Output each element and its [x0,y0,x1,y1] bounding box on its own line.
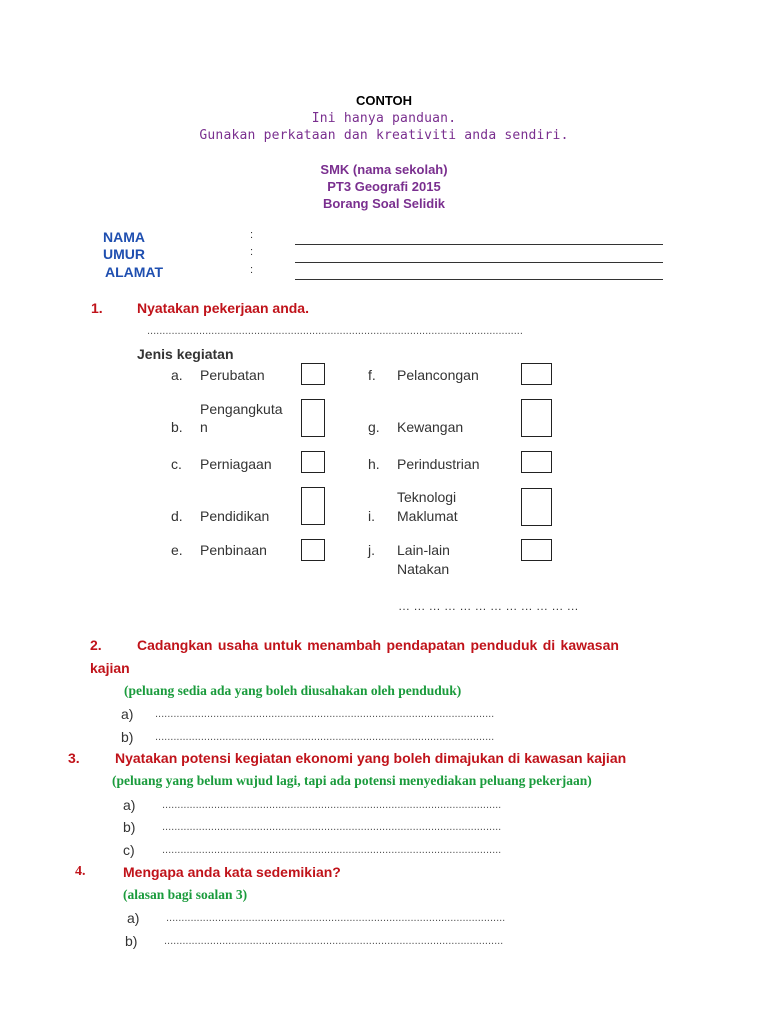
q4-answer-b-field[interactable]: ............................................................................................................... [164,935,504,947]
option-i-label-2: Maklumat [397,508,458,524]
option-e-label: Penbinaan [200,542,267,558]
option-j-label-1: Lain-lain [397,542,450,558]
q1-subheading: Jenis kegiatan [137,346,234,362]
q3-text: Nyatakan potensi kegiatan ekonomi yang boleh dimajukan di kawasan kajian [115,750,627,766]
option-g-checkbox[interactable] [521,399,552,437]
option-a-letter: a. [171,367,183,383]
q2-answer-a-letter: a) [121,706,134,722]
age-field[interactable] [295,262,663,263]
q2-hint: (peluang sedia ada yang boleh diusahakan oleh penduduk) [124,683,462,698]
option-g-label: Kewangan [397,419,464,435]
option-b-label-1: Pengangkuta [200,401,283,417]
q1-number: 1. [91,300,103,316]
option-j-letter: j. [368,542,375,558]
address-label: ALAMAT [105,264,164,280]
q3-answer-c-field[interactable]: ............................................................................................................... [162,844,502,856]
q1-answer-field[interactable]: ........................................................................................................................... [147,325,523,337]
school-name: SMK (nama sekolah) [320,162,448,177]
option-i-checkbox[interactable] [521,488,552,526]
q4-answer-a-field[interactable]: ............................................................................................................... [166,912,506,924]
option-j-label-2: Natakan [397,561,450,577]
option-i-label-1: Teknologi [397,489,457,505]
address-colon: : [250,264,254,276]
subject-name: PT3 Geografi 2015 [327,179,441,194]
q3-answer-a-field[interactable]: ............................................................................................................... [162,799,502,811]
age-colon: : [250,246,254,258]
option-j-checkbox[interactable] [521,539,552,561]
q1-text: Nyatakan pekerjaan anda. [137,300,309,316]
guide-line-2: Gunakan perkataan dan kreativiti anda sendiri. [199,128,569,143]
page-title: CONTOH [355,93,413,108]
option-a-checkbox[interactable] [301,363,325,385]
q4-number: 4. [75,864,86,879]
option-d-letter: d. [171,508,183,524]
option-c-checkbox[interactable] [301,451,325,473]
q3-hint: (peluang yang belum wujud lagi, tapi ada potensi menyediakan peluang pekerjaan) [112,773,592,788]
option-d-label: Pendidikan [200,508,270,524]
q2-number: 2. [90,637,102,653]
option-e-checkbox[interactable] [301,539,325,561]
name-field[interactable] [295,244,663,245]
q3-answer-b-field[interactable]: ............................................................................................................... [162,821,502,833]
option-j-specify-field[interactable]: … … … … … … … … … … … … [398,599,579,613]
q3-answer-b-letter: b) [123,819,136,835]
q3-answer-a-letter: a) [123,797,136,813]
option-h-letter: h. [368,456,380,472]
guide-line-1: Ini hanya panduan. [311,111,457,126]
option-c-letter: c. [171,456,182,472]
age-label: UMUR [103,246,145,262]
option-i-letter: i. [368,508,375,524]
option-b-checkbox[interactable] [301,399,325,437]
q3-number: 3. [68,750,80,766]
option-b-label-2: n [200,419,208,435]
option-e-letter: e. [171,542,183,558]
q4-hint: (alasan bagi soalan 3) [123,887,248,902]
q4-text: Mengapa anda kata sedemikian? [123,864,341,880]
name-colon: : [250,229,254,241]
q3-answer-c-letter: c) [123,842,135,858]
name-label: NAMA [103,229,145,245]
option-c-label: Perniagaan [200,456,272,472]
option-b-letter: b. [171,419,183,435]
q2-text-1: Cadangkan usaha untuk menambah pendapatan penduduk di kawasan [137,637,619,653]
form-name: Borang Soal Selidik [322,196,446,211]
option-h-checkbox[interactable] [521,451,552,473]
q4-answer-b-letter: b) [125,933,138,949]
q2-answer-b-letter: b) [121,729,134,745]
q2-text-2: kajian [90,660,130,676]
option-d-checkbox[interactable] [301,487,325,525]
q4-answer-a-letter: a) [127,910,140,926]
q2-answer-b-field[interactable]: ............................................................................................................... [155,731,495,743]
q2-answer-a-field[interactable]: ............................................................................................................... [155,708,495,720]
option-g-letter: g. [368,419,380,435]
option-h-label: Perindustrian [397,456,480,472]
option-f-checkbox[interactable] [521,363,552,385]
option-f-label: Pelancongan [397,367,479,383]
option-f-letter: f. [368,367,376,383]
option-a-label: Perubatan [200,367,265,383]
address-field[interactable] [295,279,663,280]
